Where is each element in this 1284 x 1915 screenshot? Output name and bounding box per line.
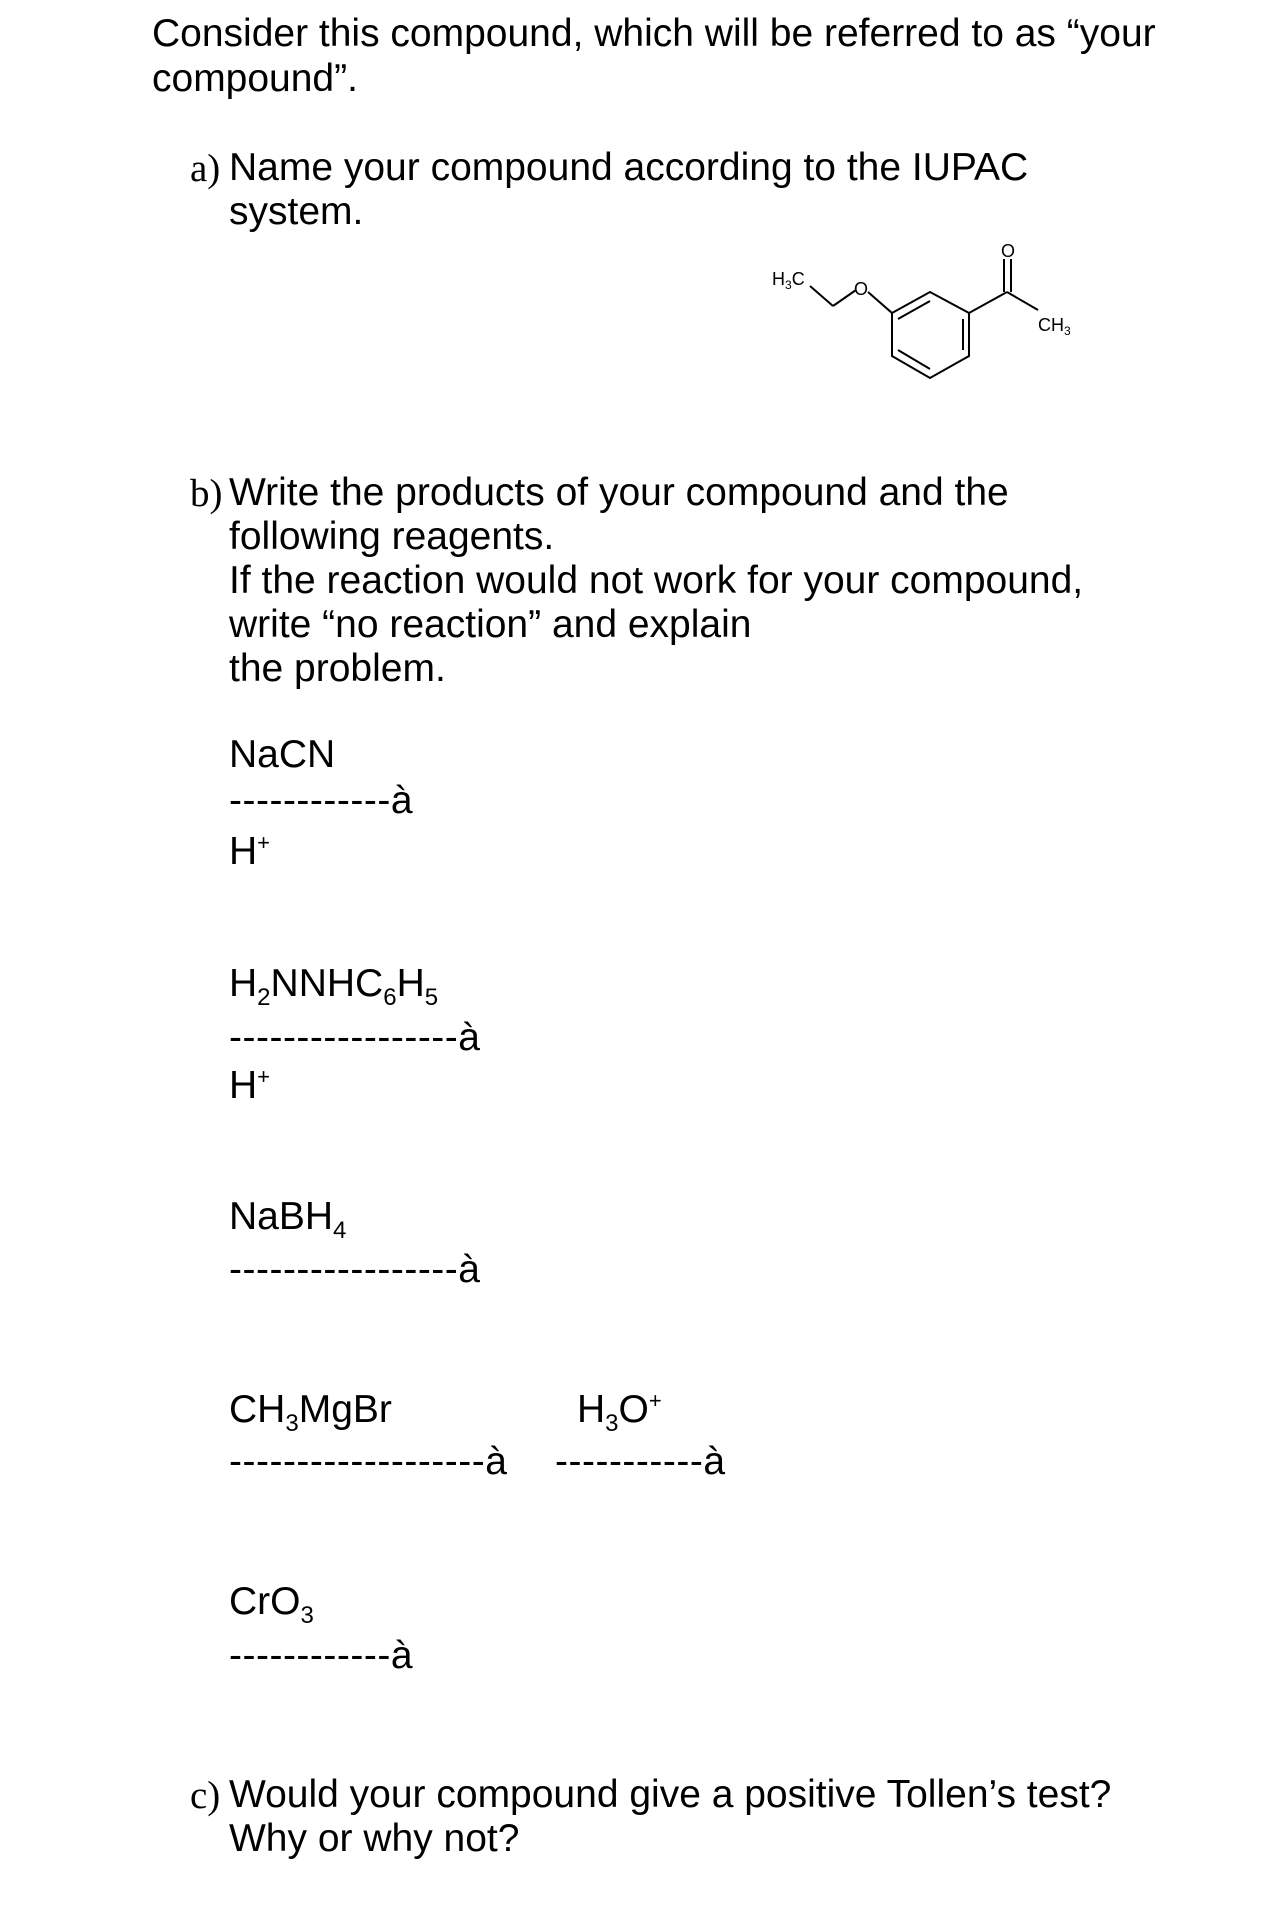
reaction-3-arrow: -----------------à: [229, 1248, 481, 1291]
part-c-line-2: Why or why not?: [229, 1817, 520, 1860]
reaction-4-arrow: -------------------à: [229, 1440, 508, 1483]
reaction-5-arrow: ------------à: [229, 1634, 414, 1677]
structure-ch3-label: $CH_3$: [1038, 315, 1071, 338]
reaction-2-reagent: $H_2NNHC_6H_5$: [229, 962, 439, 1011]
intro-line-1: Consider this compound, which will be referred to as “your: [152, 12, 1156, 55]
reaction-1-reagent: NaCN: [229, 733, 336, 776]
part-b-line-3: If the reaction would not work for your compound,: [229, 559, 1084, 602]
part-b-line-4: write “no reaction” and explain: [229, 603, 752, 646]
part-c-line-1: Would your compound give a positive Tollen’s test?: [229, 1773, 1112, 1816]
reaction-3-reagent: NaBH$_4$: [229, 1195, 347, 1244]
reaction-1-arrow: ------------à: [229, 779, 414, 822]
reaction-5-reagent: CrO$_3$: [229, 1580, 314, 1629]
part-a-label: a): [190, 147, 221, 190]
intro-line-2: compound”.: [152, 57, 358, 100]
part-b-label: b): [190, 472, 223, 515]
reaction-4-workup-reagent: $H_3O^+$: [577, 1388, 662, 1437]
part-b-line-2: following reagents.: [229, 515, 555, 558]
part-c-label: c): [190, 1774, 221, 1817]
reaction-4-reagent: $CH_3MgBr$: [229, 1388, 392, 1437]
reaction-2-arrow: -----------------à: [229, 1016, 481, 1059]
part-a-line-2: system.: [229, 190, 364, 233]
structure-h3c-label: $H_3C$: [772, 269, 805, 292]
reaction-2-catalyst: H+: [229, 1064, 271, 1107]
part-b-line-1: Write the products of your compound and the: [229, 471, 1009, 514]
structure-ether-oxygen: O: [854, 279, 869, 299]
part-b-line-5: the problem.: [229, 647, 446, 690]
part-a-line-1: Name your compound according to the IUPAC: [229, 146, 1029, 189]
reaction-1-catalyst: H+: [229, 830, 271, 873]
structure-carbonyl-oxygen: O: [1001, 241, 1016, 261]
structure-bonds: [810, 259, 1038, 378]
reaction-4-workup-arrow: -----------à: [555, 1440, 726, 1483]
compound-structure: [720, 240, 1100, 410]
